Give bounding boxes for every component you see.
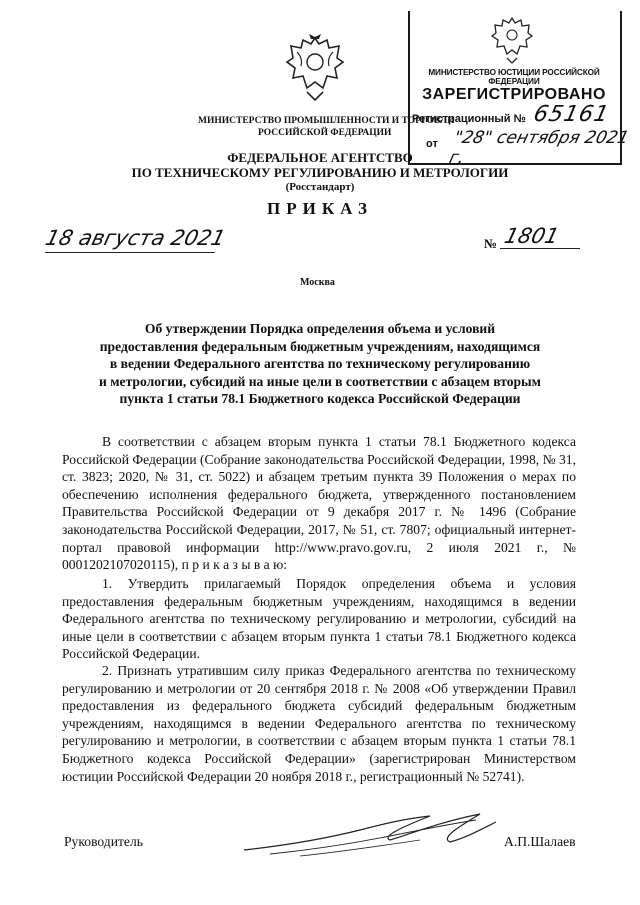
clause-2-paragraph: 2. Признать утратившим силу приказ Федерального агентства по техническому регулированию и метрологии от 20 сентября 2018 г. № 2008 «Об утверждении Правил предоставления из федерального бюджета субсидий федеральным бюджетным учреждениям, находящимся в ведении Федерального агентства по техническому регулированию и метрологии, в соответствии с абзацем вторым пункта 1 статьи 78.1 Бюджетного кодекса Российской Федерации» (зарегистрирован Министерством юстиции Российской Федерации 20 ноября 2018 г., регистрационный № 52741). xyxy=(62,663,576,784)
order-number-label: № xyxy=(484,236,498,251)
coat-of-arms-emblem xyxy=(283,32,347,106)
preamble-paragraph: В соответствии с абзацем вторым пункта 1 статьи 78.1 Бюджетного кодекса Российской Федерации (Собрание законодательства Российской Федерации, 1998, № 31, ст. 3823; 2020, № 31, ст. 5022) и абзацем третьим пункта 39 Положения о мерах по обеспечению исполнения федерального бюджета, утвержденного постановлением Правительства Российской Федерации от 9 декабря 2017 г. № 1496 (Собрание законодательства Российской Федерации, 2017, № 51, ст. 7807; официальный интернет-портал правовой информации http://www.pravo.gov.ru, 2 июля 2021 г., № 0001202107020115), п р и к а з ы в а ю: xyxy=(62,434,576,573)
subject-line-4: и метрологии, субсидий на иные цели в соответствии с абзацем вторым xyxy=(99,373,541,389)
agency-line-1: ФЕДЕРАЛЬНОЕ АГЕНТСТВО xyxy=(227,150,413,165)
subject-line-3: в ведении Федерального агентства по техническому регулированию xyxy=(109,356,531,371)
subject-line-5: пункта 1 статьи 78.1 Бюджетного кодекса Российской Федерации xyxy=(119,391,521,406)
order-number-handwritten: 1801 xyxy=(502,224,562,248)
agency-line-3: (Росстандарт) xyxy=(285,181,355,193)
ministry-line-2: РОССИЙСКОЙ ФЕДЕРАЦИИ xyxy=(258,128,392,138)
order-date-handwritten: 18 августа 2021 xyxy=(43,226,228,250)
signatory-position: Руководитель xyxy=(64,834,143,849)
city: Москва xyxy=(300,277,335,288)
stamp-emblem xyxy=(490,14,534,66)
order-subject xyxy=(60,320,580,408)
handwritten-signature xyxy=(240,810,500,860)
stamp-date-label: от xyxy=(426,138,438,150)
agency-line-2: ПО ТЕХНИЧЕСКОМУ РЕГУЛИРОВАНИЮ И МЕТРОЛОГИИ xyxy=(131,165,509,180)
subject-line-1: Об утверждении Порядка определения объема и условий xyxy=(144,321,496,336)
agency-header xyxy=(100,150,540,195)
stamp-ministry: МИНИСТЕРСТВО ЮСТИЦИИ РОССИЙСКОЙ ФЕДЕРАЦИИ xyxy=(428,68,600,86)
date-underline xyxy=(45,252,215,253)
signatory-name: А.П.Шалаев xyxy=(504,834,576,849)
document-type-title: ПРИКАЗ xyxy=(267,199,373,218)
stamp-reg-number: 65161 xyxy=(531,102,612,127)
number-underline xyxy=(500,248,580,249)
clause-1-paragraph: 1. Утвердить прилагаемый Порядок определения объема и условия предоставления федеральным бюджетным учреждениям, находящимся в ведении Федерального агентства по техническому регулированию и метрологии, субсидий на иные цели в соответствии с абзацем вторым пункта 1 статьи 78.1 Бюджетного кодекса Российской Федерации. xyxy=(62,576,576,662)
ministry-line-1: МИНИСТЕРСТВО ПРОМЫШЛЕННОСТИ И ТОРГОВЛИ xyxy=(198,116,455,126)
stamp-title: ЗАРЕГИСТРИРОВАНО xyxy=(422,86,606,103)
stamp-date-handwritten: "28" сентября 2021 г. xyxy=(447,128,631,168)
stamp-reg-label: Регистрационный № xyxy=(412,113,526,125)
subject-line-2: предоставления федеральным бюджетным учреждениям, находящимся xyxy=(99,338,541,354)
